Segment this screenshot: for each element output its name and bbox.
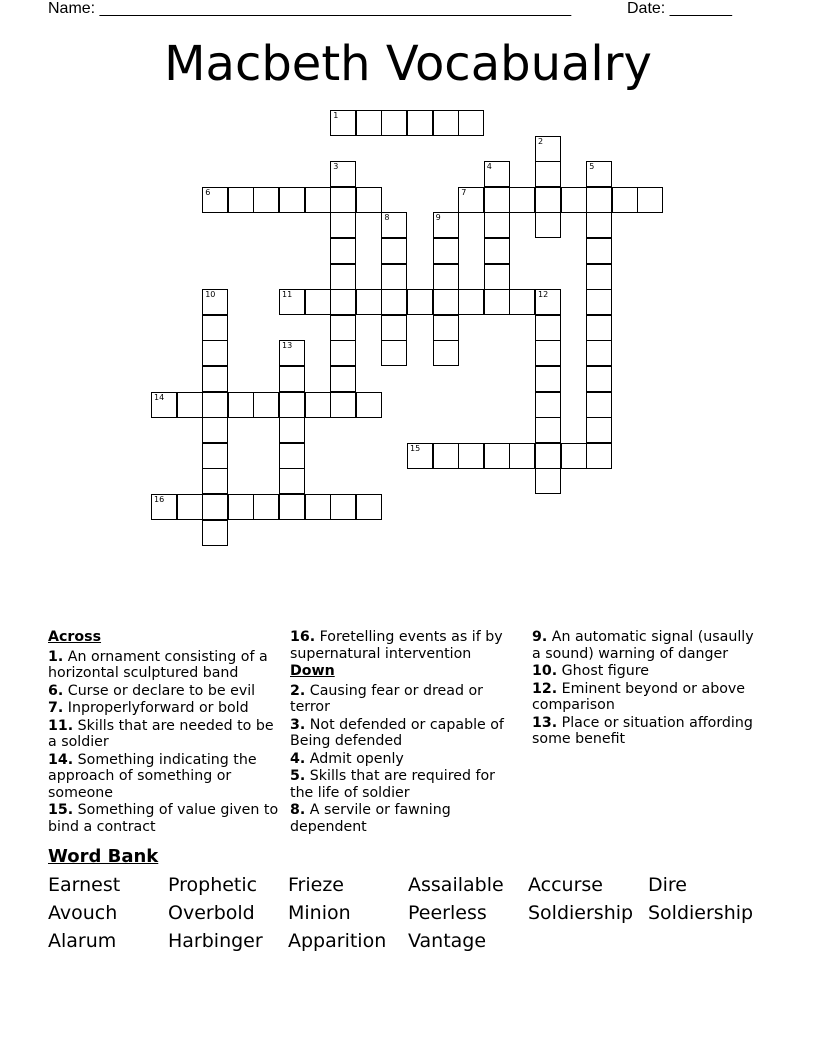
word-bank-word: Prophetic: [168, 874, 258, 896]
grid-cell[interactable]: [586, 340, 612, 366]
grid-cell[interactable]: [484, 238, 510, 264]
cell-number: 3: [333, 162, 339, 172]
cell-number: 1: [333, 111, 339, 120]
grid-cell[interactable]: [484, 264, 510, 290]
grid-cell[interactable]: [433, 443, 459, 469]
grid-cell[interactable]: [202, 315, 228, 341]
cell-number: 4: [486, 162, 492, 172]
grid-cell[interactable]: [177, 392, 203, 418]
grid-cell[interactable]: [637, 187, 663, 213]
grid-cell[interactable]: [202, 417, 228, 443]
word-bank-word: Dire: [648, 874, 687, 896]
grid-cell[interactable]: [381, 110, 407, 136]
cell-number: 16: [154, 495, 165, 504]
grid-cell[interactable]: [381, 289, 407, 315]
grid-cell[interactable]: [356, 392, 382, 418]
grid-cell[interactable]: [202, 187, 228, 213]
grid-cell[interactable]: [330, 340, 356, 366]
grid-cell[interactable]: [458, 443, 484, 469]
grid-cell[interactable]: [202, 468, 228, 494]
grid-cell[interactable]: [612, 187, 638, 213]
word-bank-word: Accurse: [528, 874, 603, 896]
grid-cell[interactable]: [356, 494, 382, 520]
name-field[interactable]: Name: _____________________________________________________: [48, 0, 572, 17]
grid-cell[interactable]: [202, 443, 228, 469]
grid-cell[interactable]: [535, 392, 561, 418]
word-bank-word: Soldiership: [528, 902, 634, 924]
cell-number: 2: [538, 136, 544, 146]
clue-down-9: 9. An automatic signal (usaully a sound) warning of danger: [532, 629, 754, 662]
grid-cell[interactable]: [279, 366, 305, 392]
grid-cell[interactable]: [484, 161, 510, 187]
word-bank-title: Word Bank: [48, 846, 159, 867]
grid-cell[interactable]: [509, 289, 535, 315]
grid-cell[interactable]: [202, 366, 228, 392]
grid-cell[interactable]: [381, 264, 407, 290]
cell-number: 5: [589, 162, 595, 172]
grid-cell[interactable]: [330, 289, 356, 315]
grid-cell[interactable]: [535, 340, 561, 366]
grid-cell[interactable]: [381, 315, 407, 341]
grid-cell[interactable]: [535, 212, 561, 238]
word-bank-word: Overbold: [168, 902, 255, 924]
grid-cell[interactable]: [509, 187, 535, 213]
grid-cell[interactable]: [535, 289, 561, 315]
grid-cell[interactable]: [535, 161, 561, 187]
grid-cell[interactable]: [356, 110, 382, 136]
date-field[interactable]: Date: _______: [627, 0, 732, 17]
grid-cell[interactable]: [586, 443, 612, 469]
clues-column-1: [48, 629, 280, 836]
grid-cell[interactable]: [484, 289, 510, 315]
grid-cell[interactable]: [305, 392, 331, 418]
clue-down-2: 2. Causing fear or dread or terror: [290, 682, 483, 715]
grid-cell[interactable]: [202, 520, 228, 546]
grid-cell[interactable]: [202, 289, 228, 315]
clue-down-12: 12. Eminent beyond or above comparison: [532, 680, 746, 713]
grid-cell[interactable]: [586, 392, 612, 418]
grid-cell[interactable]: [330, 238, 356, 264]
grid-cell[interactable]: [433, 238, 459, 264]
grid-cell[interactable]: [279, 392, 305, 418]
clue-across-16: 16. Foretelling events as if by supernatural intervention: [290, 629, 503, 662]
word-bank-word: Minion: [288, 902, 351, 924]
cell-number: 9: [435, 213, 441, 223]
word-bank-word: Apparition: [288, 930, 387, 952]
grid-cell[interactable]: [330, 366, 356, 392]
grid-cell[interactable]: [151, 392, 177, 418]
grid-cell[interactable]: [253, 494, 279, 520]
word-bank-word: Alarum: [48, 930, 117, 952]
grid-cell[interactable]: [509, 443, 535, 469]
word-bank-word: Vantage: [408, 930, 487, 952]
grid-cell[interactable]: [433, 289, 459, 315]
clue-down-3: 3. Not defended or capable of Being defended: [290, 716, 504, 749]
grid-cell[interactable]: [330, 161, 356, 187]
grid-cell[interactable]: [279, 417, 305, 443]
cell-number: 7: [461, 187, 467, 197]
word-bank-word: Frieze: [288, 874, 344, 896]
clues-column-3: [532, 629, 764, 749]
cell-number: 8: [384, 213, 390, 223]
grid-cell[interactable]: [484, 187, 510, 213]
grid-cell[interactable]: [279, 187, 305, 213]
clues-column-2: [290, 629, 522, 836]
grid-cell[interactable]: [535, 187, 561, 213]
grid-cell[interactable]: [202, 392, 228, 418]
across-heading: Across: [48, 629, 102, 645]
grid-cell[interactable]: [305, 289, 331, 315]
grid-cell[interactable]: [330, 110, 356, 136]
grid-cell[interactable]: [253, 392, 279, 418]
grid-cell[interactable]: [381, 212, 407, 238]
grid-cell[interactable]: [407, 289, 433, 315]
grid-cell[interactable]: [228, 187, 254, 213]
clue-across-7: 7. Inproperlyforward or bold: [48, 700, 249, 716]
grid-cell[interactable]: [330, 187, 356, 213]
grid-cell[interactable]: [458, 289, 484, 315]
grid-cell[interactable]: [433, 110, 459, 136]
grid-cell[interactable]: [586, 161, 612, 187]
cell-number: 6: [205, 187, 211, 197]
grid-cell[interactable]: [535, 315, 561, 341]
grid-cell[interactable]: [484, 212, 510, 238]
down-heading: Down: [290, 663, 335, 679]
word-bank-word: Avouch: [48, 902, 118, 924]
grid-cell[interactable]: [279, 289, 305, 315]
grid-cell[interactable]: [151, 494, 177, 520]
grid-cell[interactable]: [202, 340, 228, 366]
word-bank-word: Harbinger: [168, 930, 263, 952]
grid-cell[interactable]: [535, 417, 561, 443]
grid-cell[interactable]: [586, 187, 612, 213]
grid-cell[interactable]: [484, 443, 510, 469]
grid-cell[interactable]: [561, 443, 587, 469]
clue-down-8: 8. A servile or fawning dependent: [290, 802, 451, 835]
clue-across-15: 15. Something of value given to bind a contract: [48, 802, 279, 835]
grid-cell[interactable]: [535, 366, 561, 392]
grid-cell[interactable]: [330, 315, 356, 341]
grid-cell[interactable]: [202, 494, 228, 520]
grid-cell[interactable]: [381, 238, 407, 264]
grid-cell[interactable]: [433, 315, 459, 341]
grid-cell[interactable]: [330, 494, 356, 520]
grid-cell[interactable]: [279, 443, 305, 469]
cell-number: 13: [282, 341, 293, 351]
grid-cell[interactable]: [356, 187, 382, 213]
grid-cell[interactable]: [433, 340, 459, 366]
grid-cell[interactable]: [330, 264, 356, 290]
word-bank-word: Soldiership: [648, 902, 754, 924]
clue-down-4: 4. Admit openly: [290, 750, 404, 767]
clue-down-10: 10. Ghost figure: [532, 663, 649, 679]
grid-cell[interactable]: [279, 468, 305, 494]
grid-cell[interactable]: [407, 110, 433, 136]
clue-down-5: 5. Skills that are required for the life of soldier: [290, 768, 495, 801]
grid-cell[interactable]: [586, 212, 612, 238]
page-title: Macbeth Vocabualry: [164, 36, 652, 92]
grid-cell[interactable]: [458, 110, 484, 136]
grid-cell[interactable]: [228, 392, 254, 418]
grid-cell[interactable]: [305, 494, 331, 520]
grid-cell[interactable]: [586, 264, 612, 290]
grid-cell[interactable]: [586, 238, 612, 264]
grid-cell[interactable]: [535, 443, 561, 469]
grid-cell[interactable]: [253, 187, 279, 213]
grid-cell[interactable]: [407, 443, 433, 469]
grid-cell[interactable]: [279, 340, 305, 366]
clue-across-1: 1. An ornament consisting of a horizontal sculptured band: [48, 648, 268, 681]
word-bank-word: Earnest: [48, 874, 121, 896]
cell-number: 15: [410, 443, 421, 453]
grid-cell[interactable]: [330, 212, 356, 238]
clue-across-6: 6. Curse or declare to be evil: [48, 682, 256, 699]
clue-across-14: 14. Something indicating the approach of something or someone: [48, 751, 257, 801]
grid-cell[interactable]: [535, 468, 561, 494]
grid-cell[interactable]: [586, 366, 612, 392]
clue-down-13: 13. Place or situation affording some benefit: [532, 714, 753, 747]
grid-cell[interactable]: [279, 494, 305, 520]
grid-cell[interactable]: [561, 187, 587, 213]
grid-cell[interactable]: [177, 494, 203, 520]
grid-cell[interactable]: [535, 136, 561, 162]
grid-cell[interactable]: [330, 392, 356, 418]
grid-cell[interactable]: [458, 187, 484, 213]
grid-cell[interactable]: [586, 315, 612, 341]
clue-across-11: 11. Skills that are needed to be a soldier: [48, 717, 274, 750]
word-bank-word: Peerless: [408, 902, 487, 924]
grid-cell[interactable]: [586, 417, 612, 443]
grid-cell[interactable]: [586, 289, 612, 315]
grid-cell[interactable]: [356, 289, 382, 315]
grid-cell[interactable]: [433, 264, 459, 290]
cell-number: 10: [205, 290, 216, 300]
grid-cell[interactable]: [228, 494, 254, 520]
word-bank-word: Assailable: [408, 874, 504, 896]
cell-number: 12: [538, 290, 549, 300]
cell-number: 14: [154, 392, 165, 402]
grid-cell[interactable]: [305, 187, 331, 213]
cell-number: 11: [282, 290, 293, 300]
grid-cell[interactable]: [381, 340, 407, 366]
grid-cell[interactable]: [433, 212, 459, 238]
